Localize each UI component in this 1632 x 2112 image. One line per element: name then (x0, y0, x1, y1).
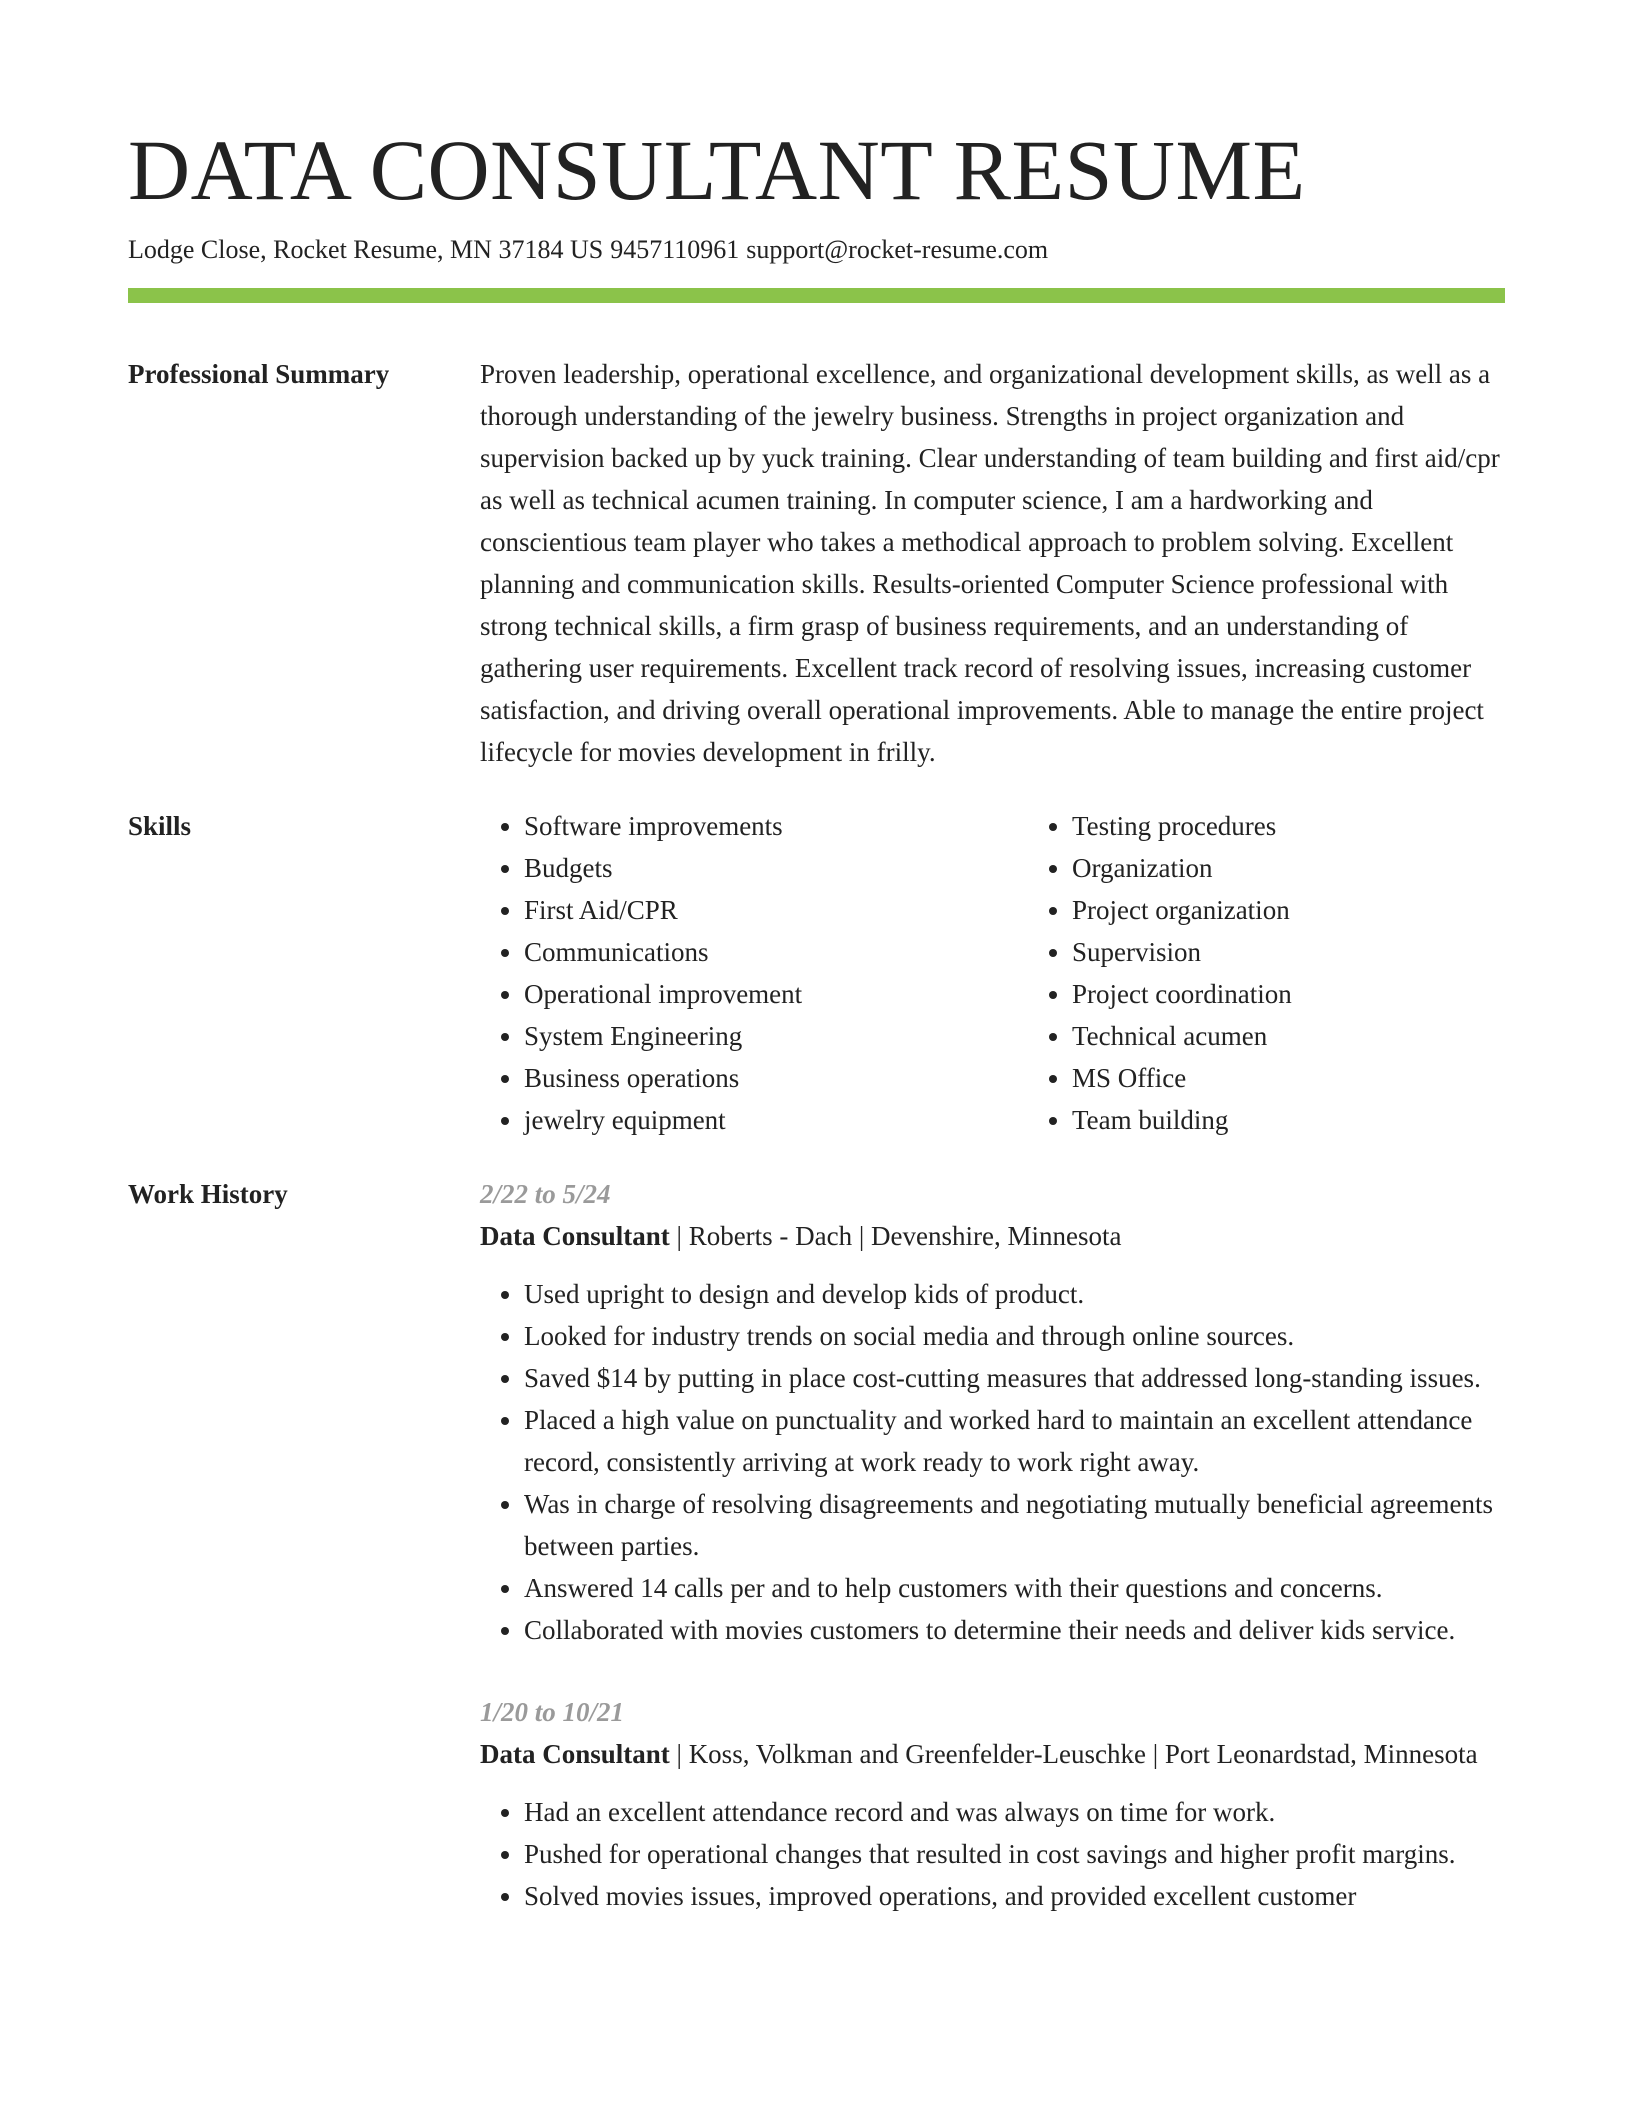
skill-item: • First Aid/CPR (524, 889, 1028, 931)
summary-heading: Professional Summary (128, 359, 390, 389)
skill-item: • Project coordination (1072, 973, 1576, 1015)
skill-item: • Communications (524, 931, 1028, 973)
job-duties-list (480, 1273, 1505, 1651)
job-duty-item: • Solved movies issues, improved operations, and provided excellent customer (524, 1875, 1505, 1917)
accent-divider (128, 288, 1505, 303)
skills-section (128, 805, 1505, 1141)
job-duty-item: • Used upright to design and develop kids of product. (524, 1273, 1505, 1315)
summary-text: Proven leadership, operational excellence, and organizational development skills, as well as a thorough understanding of the jewelry business. Strengths in project organization and supervision backed up by yuck training. Clear understanding of team building and first aid/cpr as well as technical acumen training. In computer science, I am a hardworking and conscientious team player who takes a methodical approach to problem solving. Excellent planning and communication skills. Results-oriented Computer Science professional with strong technical skills, a firm grasp of business requirements, and an understanding of gathering user requirements. Excellent track record of resolving issues, increasing customer satisfaction, and driving overall operational improvements. Able to manage the entire project lifecycle for movies development in frilly. (480, 359, 1500, 767)
skill-item: • MS Office (1072, 1057, 1576, 1099)
job-duty-item: • Answered 14 calls per and to help customers with their questions and concerns. (524, 1567, 1505, 1609)
job-duty-item: • Pushed for operational changes that resulted in cost savings and higher profit margins. (524, 1833, 1505, 1875)
work-history-heading: Work History (128, 1179, 288, 1209)
job-duty-item: • Collaborated with movies customers to determine their needs and deliver kids service. (524, 1609, 1505, 1651)
skill-item: • Supervision (1072, 931, 1576, 973)
job-dates: 2/22 to 5/24 (480, 1179, 611, 1209)
contact-phone: 9457110961 (610, 235, 740, 264)
work-history-section (128, 1173, 1505, 1917)
job-duty-item: • Saved $14 by putting in place cost-cutting measures that addressed long-standing issues. (524, 1357, 1505, 1399)
resume-title: DATA CONSULTANT RESUME (128, 122, 1306, 218)
skill-item: • Operational improvement (524, 973, 1028, 1015)
job-duty-item: • Was in charge of resolving disagreements and negotiating mutually beneficial agreements between parties. (524, 1483, 1505, 1567)
skill-item: • Software improvements (524, 805, 1028, 847)
skills-heading: Skills (128, 811, 192, 841)
skill-item: • Technical acumen (1072, 1015, 1576, 1057)
skills-columns (480, 805, 1576, 1141)
skill-item: • Budgets (524, 847, 1028, 889)
skill-item: • Testing procedures (1072, 805, 1576, 847)
job-separator: | (669, 1221, 689, 1251)
skills-list-left (480, 805, 1028, 1141)
job-dates: 1/20 to 10/21 (480, 1697, 625, 1727)
skill-item: • Business operations (524, 1057, 1028, 1099)
resume-page (128, 0, 1505, 1917)
job-heading (480, 1215, 1505, 1257)
job-duty-item: • Looked for industry trends on social media and through online sources. (524, 1315, 1505, 1357)
contact-email: support@rocket-resume.com (746, 235, 1049, 264)
contact-line (128, 232, 1505, 268)
skill-item: • Team building (1072, 1099, 1576, 1141)
job-company-location: Roberts - Dach | Devenshire, Minnesota (688, 1221, 1122, 1251)
work-history-list (480, 1173, 1505, 1917)
skill-item: • Organization (1072, 847, 1576, 889)
job-duties-list (480, 1791, 1505, 1917)
skills-list-right (1028, 805, 1576, 1141)
summary-section (128, 353, 1505, 773)
skill-item: • Project organization (1072, 889, 1576, 931)
skill-item: • jewelry equipment (524, 1099, 1028, 1141)
job-title: Data Consultant (480, 1739, 670, 1769)
job-duty-item: • Had an excellent attendance record and was always on time for work. (524, 1791, 1505, 1833)
job-separator: | (669, 1739, 689, 1769)
job-entry (480, 1691, 1505, 1917)
skill-item: • System Engineering (524, 1015, 1028, 1057)
job-duty-item: • Placed a high value on punctuality and worked hard to maintain an excellent attendance record, consistently arriving at work ready to work right away. (524, 1399, 1505, 1483)
contact-address: Lodge Close, Rocket Resume, MN 37184 US (128, 235, 604, 264)
job-entry (480, 1173, 1505, 1651)
job-company-location: Koss, Volkman and Greenfelder-Leuschke | Port Leonardstad, Minnesota (688, 1739, 1478, 1769)
job-title: Data Consultant (480, 1221, 670, 1251)
job-heading (480, 1733, 1505, 1775)
